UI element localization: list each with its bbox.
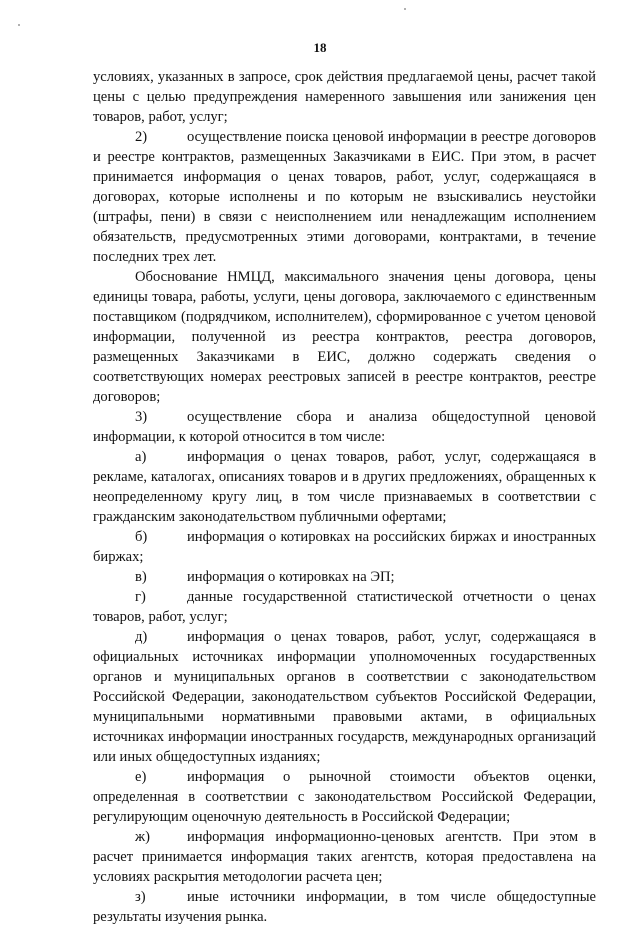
- list-item-v: [93, 567, 596, 587]
- list-marker: в): [135, 569, 147, 585]
- list-item-z: [93, 887, 596, 927]
- list-marker: д): [135, 629, 148, 645]
- list-item-2: [93, 127, 596, 267]
- list-item-b: [93, 527, 596, 567]
- list-marker: 2): [135, 129, 148, 145]
- list-item-a: [93, 447, 596, 527]
- list-marker: г): [135, 589, 146, 605]
- list-marker: 3): [135, 409, 148, 425]
- list-item-g: [93, 587, 596, 627]
- list-marker: ж): [135, 829, 150, 845]
- list-marker: е): [135, 769, 147, 785]
- document-body: [93, 67, 596, 927]
- list-item-3: [93, 407, 596, 447]
- list-marker: з): [135, 889, 146, 905]
- scan-speck: [404, 8, 406, 10]
- list-item-text: данные государственной статистической отчетности о ценах товаров, работ, услуг;: [93, 589, 596, 625]
- paragraph-continuation: условиях, указанных в запросе, срок действия предлагаемой цены, расчет такой цены с целью предупреждения намеренного завышения или занижения цен товаров, работ, услуг;: [93, 69, 596, 125]
- list-item-e: [93, 767, 596, 827]
- list-item-text: информация о котировках на российских биржах и иностранных биржах;: [93, 529, 596, 565]
- list-item-text: информация о рыночной стоимости объектов оценки, определенная в соответствии с законодательством Российской Федерации, регулирующим оценочную деятельность в Российской Федерации;: [93, 769, 596, 825]
- list-item-zh: [93, 827, 596, 887]
- list-item-text: информация информационно-ценовых агентств. При этом в расчет принимается информация таких агентств, которая предоставлена на условиях раскрытия методологии расчета цен;: [93, 829, 596, 885]
- list-item-text: осуществление сбора и анализа общедоступной ценовой информации, к которой относится в том числе:: [93, 409, 596, 445]
- paragraph-nmcd-justification: Обоснование НМЦД, максимального значения цены договора, цены единицы товара, работы, услуги, цены договора, заключаемого с единственным поставщиком (подрядчиком, исполнителем), сформированное с учетом ценовой информации, полученной из реестра контрактов, реестра договоров, размещенных Заказчиками в ЕИС, должно содержать сведения о соответствующих номерах реестровых записей в реестре контрактов, реестре договоров;: [93, 269, 596, 405]
- list-item-d: [93, 627, 596, 767]
- list-marker: б): [135, 529, 148, 545]
- list-item-text: информация о ценах товаров, работ, услуг, содержащаяся в рекламе, каталогах, описаниях товаров и в других предложениях, обращенных к неопределенному кругу лиц, в том числе признаваемых в соответствии с гражданским законодательством публичными офертами;: [93, 449, 596, 525]
- list-item-text: информация о котировках на ЭП;: [187, 569, 395, 585]
- page-number: 18: [313, 40, 327, 55]
- list-item-text: информация о ценах товаров, работ, услуг, содержащаяся в официальных источниках информации уполномоченных государственных органов и муниципальных органов в соответствии с законодательством Российской Федерации, законодательством субъектов Российской Федерации, муниципальными нормативными правовыми актами, в официальных источниках информации иностранных государств, международных организаций или иных общедоступных изданиях;: [93, 629, 596, 765]
- list-marker: а): [135, 449, 147, 465]
- list-item-text: иные источники информации, в том числе общедоступные результаты изучения рынка.: [93, 889, 596, 925]
- list-item-text: осуществление поиска ценовой информации в реестре договоров и реестре контрактов, размещенных Заказчиками в ЕИС. При этом, в расчет принимается информация о ценах товаров, работ, услуг, содержащаяся в договорах, которые исполнены и по которым не взыскивались неустойки (штрафы, пени) в связи с неисполнением или ненадлежащим исполнением обязательств, предусмотренных этими договорами, контрактами, в течение последних трех лет.: [93, 129, 596, 265]
- scan-speck: [18, 24, 20, 26]
